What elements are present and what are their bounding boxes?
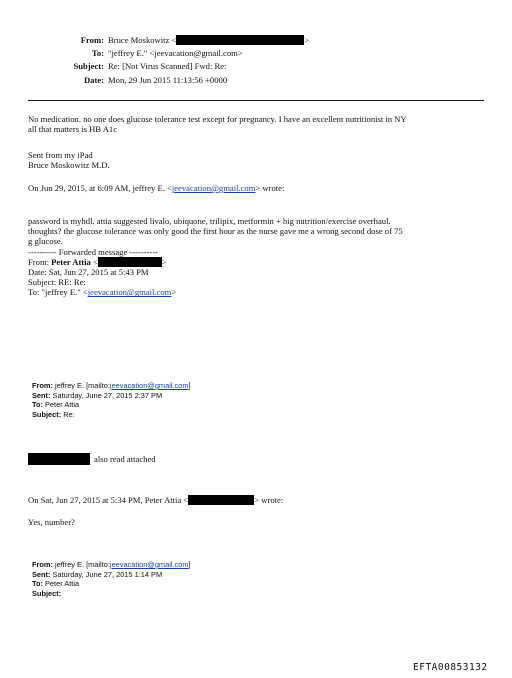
header-date-value: Mon, 29 Jun 2015 11:13:56 +0000	[108, 74, 228, 85]
quote-intro: On Jun 29, 2015, at 6:09 AM, jeffrey E. <jeevacation@gmail.com> wrote:	[28, 183, 285, 193]
forward-to: To: "jeffrey E." <jeevacation@gmail.com>	[28, 287, 177, 298]
forward-marker: ---------- Forwarded message ----------	[28, 246, 159, 257]
email-link[interactable]: jeevacation@gmail.com	[171, 183, 256, 193]
quoted-line-1: password is myhdl. attia suggested livalo, ubiquone, trilipix, metformin + big nutrition/exercise overhaul.	[28, 216, 391, 226]
signature-line-2: Bruce Moskowitz M.D.	[28, 160, 110, 171]
inner2-from: From: jeffrey E. [mailto:jeevacation@gmail.com]	[32, 560, 191, 569]
header-subject-value: Re: [Not Virus Scanned] Fwd: Re:	[108, 61, 227, 72]
email-header	[0, 35, 309, 85]
header-subject-row	[0, 61, 309, 71]
reply-line-1: No medication. no one does glucose tolerance test except for pregnancy. I have an excellent nutritionist in NY	[28, 114, 407, 124]
signature-line-1: Sent from my iPad	[28, 150, 93, 160]
header-to-value: "jeffrey E." <jeevacation@gmail.com>	[108, 48, 243, 59]
quoted-message	[28, 216, 403, 298]
quote2-reply: Yes, number?	[28, 517, 75, 527]
header-to-row	[0, 48, 309, 58]
forward-subject: Subject: RE: Re:	[28, 277, 86, 288]
redaction-block	[28, 453, 90, 465]
quoted-line-2: thoughts? the glucose tolerance was only good the first hour as the nurse gave me a wrong second dose of 75	[28, 226, 403, 237]
email-link[interactable]: jeevacation@gmail.com	[87, 287, 172, 298]
inner1-from: From: jeffrey E. [mailto:jeevacation@gmail.com]	[32, 381, 191, 390]
inner-header-1	[32, 381, 191, 419]
header-date-label: Date:	[83, 74, 104, 85]
redaction-block	[176, 35, 304, 45]
forward-date: Date: Sat, Jun 27, 2015 at 5:43 PM	[28, 267, 149, 278]
quote2-intro: On Sat, Jun 27, 2015 at 5:34 PM, Peter Attia < > wrote:	[28, 495, 284, 505]
inner-header-2	[32, 560, 191, 598]
email-link[interactable]: jeevacation@gmail.com	[109, 381, 189, 390]
inner2-sent: Sent: Saturday, June 27, 2015 1:14 PM	[32, 569, 163, 579]
inner2-subject: Subject:	[32, 588, 62, 598]
header-subject-label: Subject:	[73, 61, 104, 72]
inner2-to: To: Peter Attia	[32, 579, 80, 589]
forward-from: From: Peter Attia < >	[28, 256, 167, 267]
email-link[interactable]: jeevacation@gmail.com	[109, 560, 189, 569]
redaction-block	[98, 257, 162, 267]
reply-paragraph	[28, 114, 407, 134]
header-from-row	[0, 35, 309, 45]
inner1-subject: Subject: Re:	[32, 409, 75, 419]
header-to-label: To:	[91, 48, 104, 59]
also-read-line: also read attached	[28, 453, 156, 465]
header-divider	[28, 100, 484, 101]
signature	[28, 150, 110, 170]
redaction-block	[188, 495, 254, 505]
quoted-line-3: g glucose.	[28, 236, 63, 247]
inner1-to: To: Peter Attia	[32, 400, 80, 410]
header-from-label: From:	[80, 35, 104, 45]
header-from-value: Bruce Moskowitz < >	[108, 35, 310, 45]
header-date-row	[0, 75, 309, 85]
document-id: EFTA00853132	[413, 662, 488, 673]
reply-line-2: all that matters is HB A1c	[28, 124, 118, 135]
inner1-sent: Sent: Saturday, June 27, 2015 2:37 PM	[32, 390, 163, 400]
